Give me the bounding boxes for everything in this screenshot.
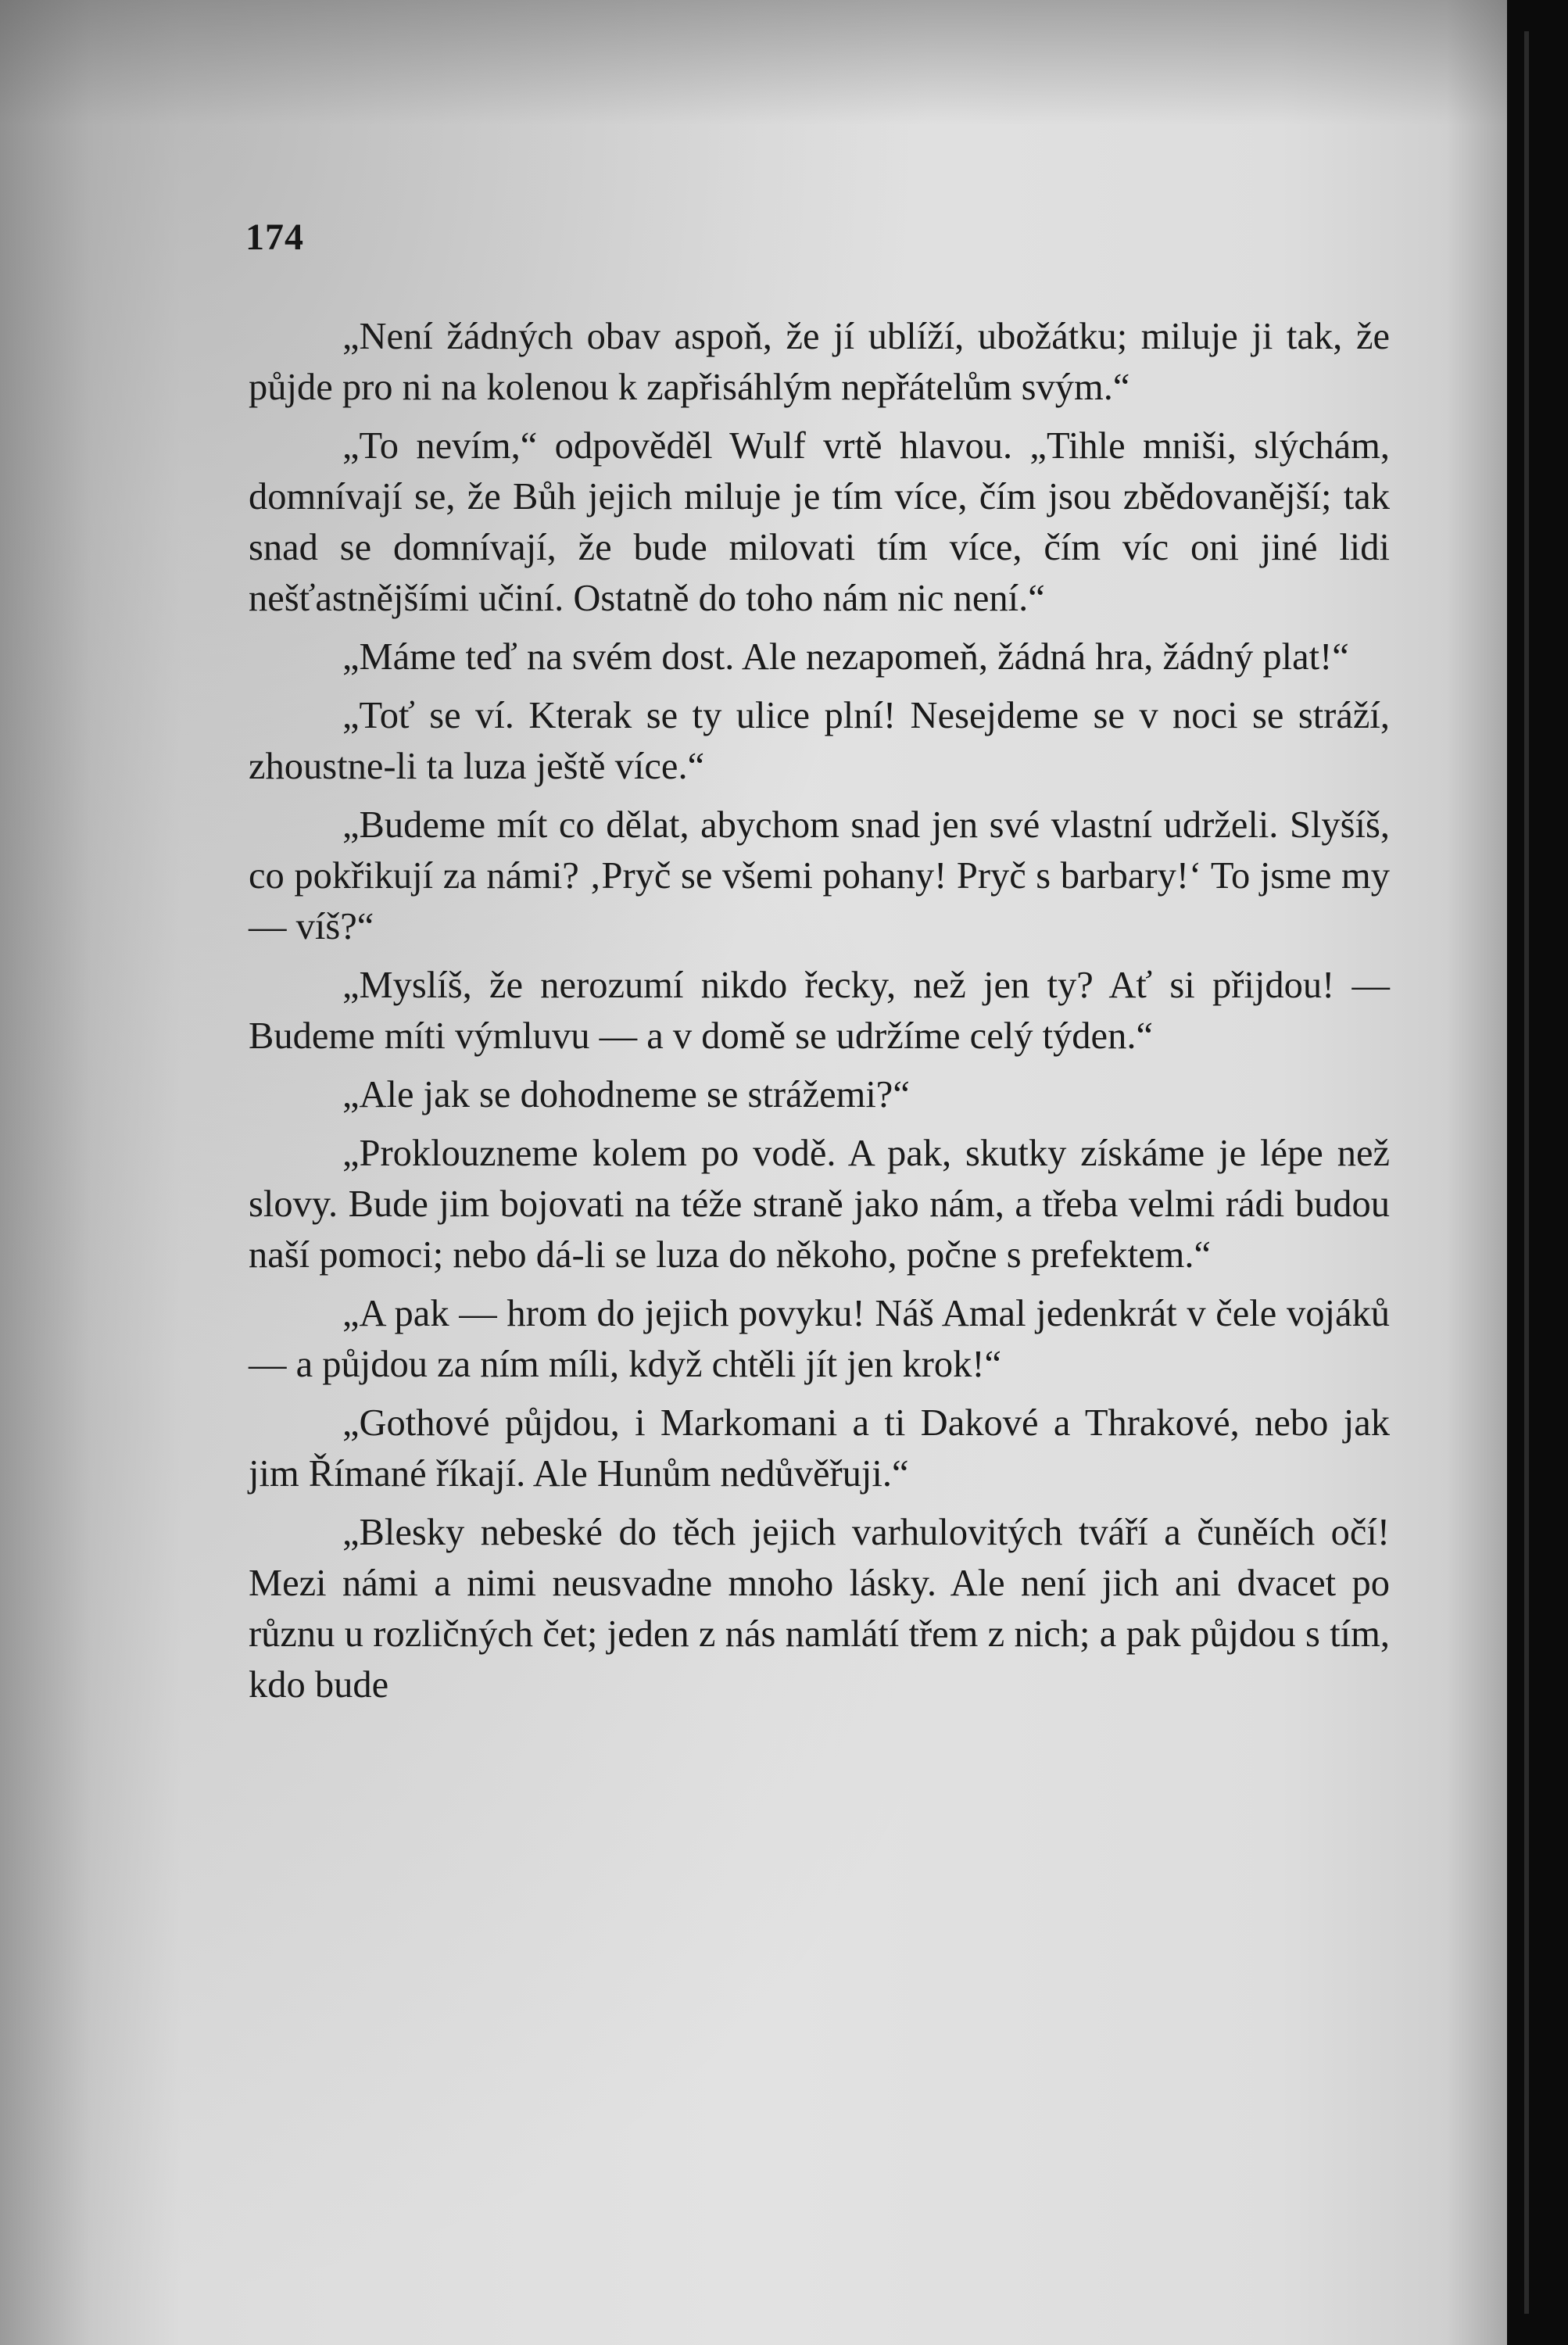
paragraph: „Gothové půjdou, i Markomani a ti Dakové a Thrakové, nebo jak jim Římané říkají. Ale Hunům nedůvěřuji.“ xyxy=(249,1402,1390,1495)
paragraph: „Ale jak se dohodneme se strážemi?“ xyxy=(342,1074,910,1115)
paragraph: „Máme teď na svém dost. Ale nezapomeň, žádná hra, žádný plat!“ xyxy=(342,636,1349,678)
paragraph: „Proklouzneme kolem po vodě. A pak, skutky získáme je lépe než slovy. Bude jim bojovati na téže straně jako nám, a třeba velmi rádi budou naší pomoci; nebo dá-li se luza do někoho, počne s prefektem.“ xyxy=(249,1133,1390,1276)
body-text xyxy=(249,311,1390,1718)
paragraph: „A pak — hrom do jejich povyku! Náš Amal jedenkrát v čele vojáků — a půjdou za ním míli, když chtěli jít jen krok!“ xyxy=(249,1293,1390,1385)
page-edge xyxy=(1524,31,1529,2314)
paragraph: „Myslíš, že nerozumí nikdo řecky, než jen ty? Ať si přijdou! — Budeme míti výmluvu — a v domě se udržíme celý týden.“ xyxy=(249,965,1390,1057)
paragraph: „To nevím,“ odpověděl Wulf vrtě hlavou. „Tihle mniši, slýchám, domnívají se, že Bůh jejich miluje je tím více, čím jsou zbědovanější; tak snad se domnívají, že bude milovati tím více, čím víc oni jiné lidi nešťastnějšími učiní. Ostatně do toho nám nic není.“ xyxy=(249,425,1390,619)
paragraph: „Blesky nebeské do těch jejich varhulovitých tváří a čuněích očí! Mezi námi a nimi neusvadne mnoho lásky. Ale není jich ani dvacet po různu u rozličných čet; jeden z nás namlátí třem z nich; a pak půjdou s tím, kdo bude xyxy=(249,1512,1390,1706)
paragraph: „Není žádných obav aspoň, že jí ublíží, ubožátku; miluje ji tak, že půjde pro ni na kolenou k zapřisáhlým nepřátelům svým.“ xyxy=(249,316,1390,408)
page-number: 174 xyxy=(245,217,304,258)
paragraph: „Budeme mít co dělat, abychom snad jen své vlastní udrželi. Slyšíš, co pokřikují za námi? ‚Pryč se všemi pohany! Pryč s barbary!‘ To jsme my — víš?“ xyxy=(249,804,1390,947)
paragraph: „Toť se ví. Kterak se ty ulice plní! Nesejdeme se v noci se stráží, zhoustne-li ta luza ještě více.“ xyxy=(249,695,1390,787)
